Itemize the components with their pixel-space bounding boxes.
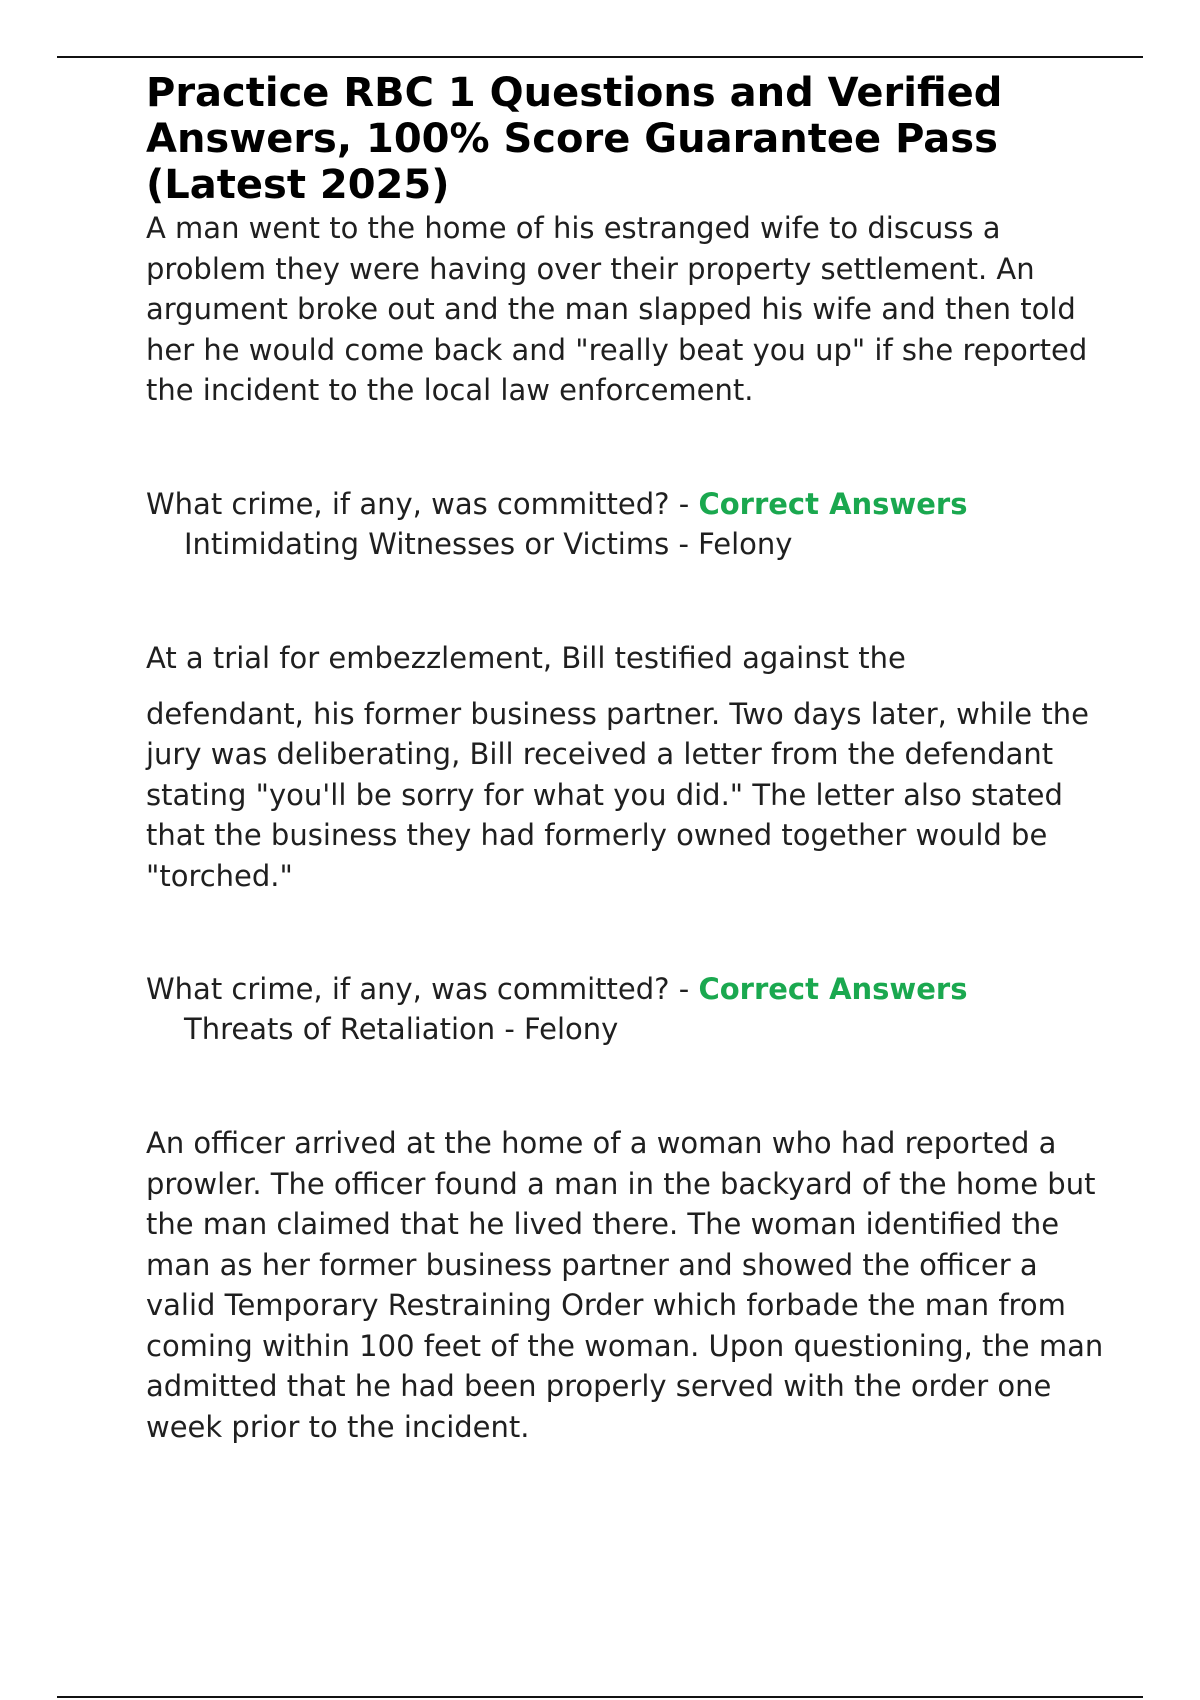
spacer xyxy=(146,678,1106,694)
scenario-2-first-line: At a trial for embezzlement, Bill testified against the xyxy=(146,640,906,675)
document-body xyxy=(146,70,1106,1447)
top-rule xyxy=(57,56,1143,58)
question-2-text: What crime, if any, was committed? - xyxy=(146,972,699,1006)
scenario-1: A man went to the home of his estranged wife to discuss a problem they were having over their property settlement. An argument broke out and the man slapped his wife and then told her he would come back and "really beat you up" if she reported the incident to the local law enforcement. xyxy=(146,211,1088,407)
document-title: Practice RBC 1 Questions and Verified Answers, 100% Score Guarantee Pass (Latest 2025) xyxy=(146,70,1003,208)
answer-1: Intimidating Witnesses or Victims - Felony xyxy=(184,526,793,561)
bottom-rule xyxy=(57,1696,1143,1698)
correct-answers-label-1: Correct Answers xyxy=(698,486,968,521)
spacer xyxy=(146,564,1106,638)
spacer xyxy=(146,411,1106,484)
answer-2: Threats of Retaliation - Felony xyxy=(184,1012,619,1046)
scenario-3: An officer arrived at the home of a woman who had reported a prowler. The officer found a man in the backyard of the home but the man claimed that he lived there. The woman identified the man as her former business partner and showed the officer a valid Temporary Restraining Order which forbade the man from coming within 100 feet of the woman. Upon questioning, the man admitted that he had been properly served with the order one week prior to the incident. xyxy=(146,1126,1104,1444)
question-1-text: What crime, if any, was committed? - xyxy=(146,486,699,521)
question-2 xyxy=(146,969,1106,1009)
correct-answers-label-2: Correct Answers xyxy=(698,972,968,1006)
spacer xyxy=(146,896,1106,969)
spacer xyxy=(146,1049,1106,1123)
scenario-2-rest: defendant, his former business partner. Two days later, while the jury was deliberating, Bill received a letter from the defendant stating "you'll be sorry for what you did." The letter also stated that the business they had formerly owned together would be "torched." xyxy=(146,696,1089,893)
question-1 xyxy=(146,484,1106,524)
